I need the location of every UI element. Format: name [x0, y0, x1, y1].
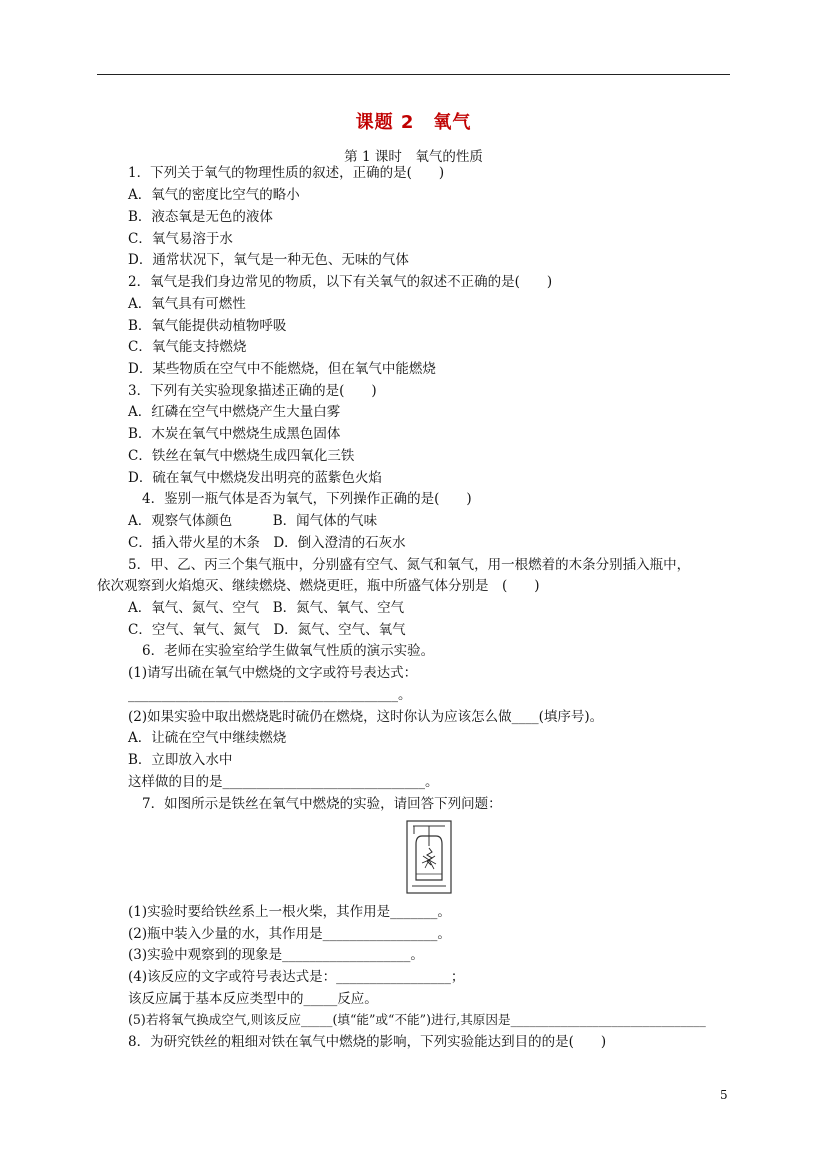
- q6-part-2: (2)如果实验中取出燃烧匙时硫仍在燃烧，这时你认为应该怎么做____(填序号)。: [128, 709, 604, 725]
- q6-blank-1: ________________________________________。: [128, 687, 412, 703]
- header-rule: [97, 74, 730, 75]
- q1-option-d: D．通常状况下，氧气是一种无色、无味的气体: [128, 252, 409, 268]
- q1-option-b: B．液态氧是无色的液体: [128, 209, 273, 225]
- question-6: 6．老师在实验室给学生做氧气性质的演示实验。: [142, 643, 435, 659]
- question-8: 8．为研究铁丝的粗细对铁在氧气中燃烧的影响，下列实验能达到目的的是( ): [128, 1034, 607, 1050]
- q6-option-a: A．让硫在空气中继续燃烧: [128, 730, 287, 746]
- page-subtitle: 第 1 课时 氧气的性质: [344, 149, 483, 165]
- q7-part-4: (4)该反应的文字或符号表达式是：_________________；: [128, 969, 465, 985]
- q6-option-b: B．立即放入水中: [128, 752, 233, 768]
- question-7: 7．如图所示是铁丝在氧气中燃烧的实验，请回答下列问题：: [142, 796, 502, 812]
- q4-options-ab: A．观察气体颜色 B．闻气体的气味: [128, 513, 378, 529]
- question-4: 4．鉴别一瓶气体是否为氧气，下列操作正确的是( ): [142, 491, 472, 507]
- q6-part-1: (1)请写出硫在氧气中燃烧的文字或符号表达式：: [128, 665, 418, 681]
- q2-option-c: C．氧气能支持燃烧: [128, 339, 247, 355]
- q2-option-a: A．氧气具有可燃性: [128, 296, 246, 312]
- q1-option-c: C．氧气易溶于水: [128, 231, 233, 247]
- q4-options-cd: C．插入带火星的木条 D．倒入澄清的石灰水: [128, 535, 406, 551]
- q3-option-b: B．木炭在氧气中燃烧生成黑色固体: [128, 426, 341, 442]
- q6-purpose: 这样做的目的是______________________________。: [128, 774, 439, 790]
- question-3: 3．下列有关实验现象描述正确的是( ): [128, 383, 377, 399]
- q5-options-cd: C．空气、氧气、氮气 D．氮气、空气、氧气: [128, 622, 406, 638]
- question-5-cont: 依次观察到火焰熄灭、继续燃烧、燃烧更旺，瓶中所盛气体分别是 ( ): [97, 578, 540, 594]
- question-1: 1．下列关于氧气的物理性质的叙述，正确的是( ): [128, 165, 445, 181]
- page-title: 课题 2 氧气: [355, 112, 472, 133]
- q2-option-d: D．某些物质在空气中不能燃烧，但在氧气中能燃烧: [128, 361, 436, 377]
- q7-part-5: (5)若将氧气换成空气,则该反应_____(填“能”或“不能”)进行,其原因是_______________________________: [128, 1012, 706, 1027]
- q5-options-ab: A．氧气、氮气、空气 B．氮气、氧气、空气: [128, 600, 405, 616]
- q2-option-b: B．氧气能提供动植物呼吸: [128, 318, 287, 334]
- q3-option-a: A．红磷在空气中燃烧产生大量白雾: [128, 404, 341, 420]
- iron-wire-combustion-figure: [406, 820, 452, 894]
- q3-option-d: D．硫在氧气中燃烧发出明亮的蓝紫色火焰: [128, 470, 382, 486]
- question-2: 2．氧气是我们身边常见的物质，以下有关氧气的叙述不正确的是( ): [128, 274, 553, 290]
- q7-part-1: (1)实验时要给铁丝系上一根火柴，其作用是_______。: [128, 904, 451, 920]
- question-5: 5．甲、乙、丙三个集气瓶中，分别盛有空气、氮气和氧气，用一根燃着的木条分别插入瓶中，: [128, 557, 691, 573]
- q1-option-a: A．氧气的密度比空气的略小: [128, 187, 300, 203]
- q7-reaction-type: 该反应属于基本反应类型中的_____反应。: [128, 991, 378, 1007]
- q3-option-c: C．铁丝在氧气中燃烧生成四氧化三铁: [128, 448, 355, 464]
- q7-part-3: (3)实验中观察到的现象是___________________。: [128, 947, 424, 963]
- page-number: 5: [720, 1088, 728, 1102]
- q7-part-2: (2)瓶中装入少量的水，其作用是_________________。: [128, 926, 451, 942]
